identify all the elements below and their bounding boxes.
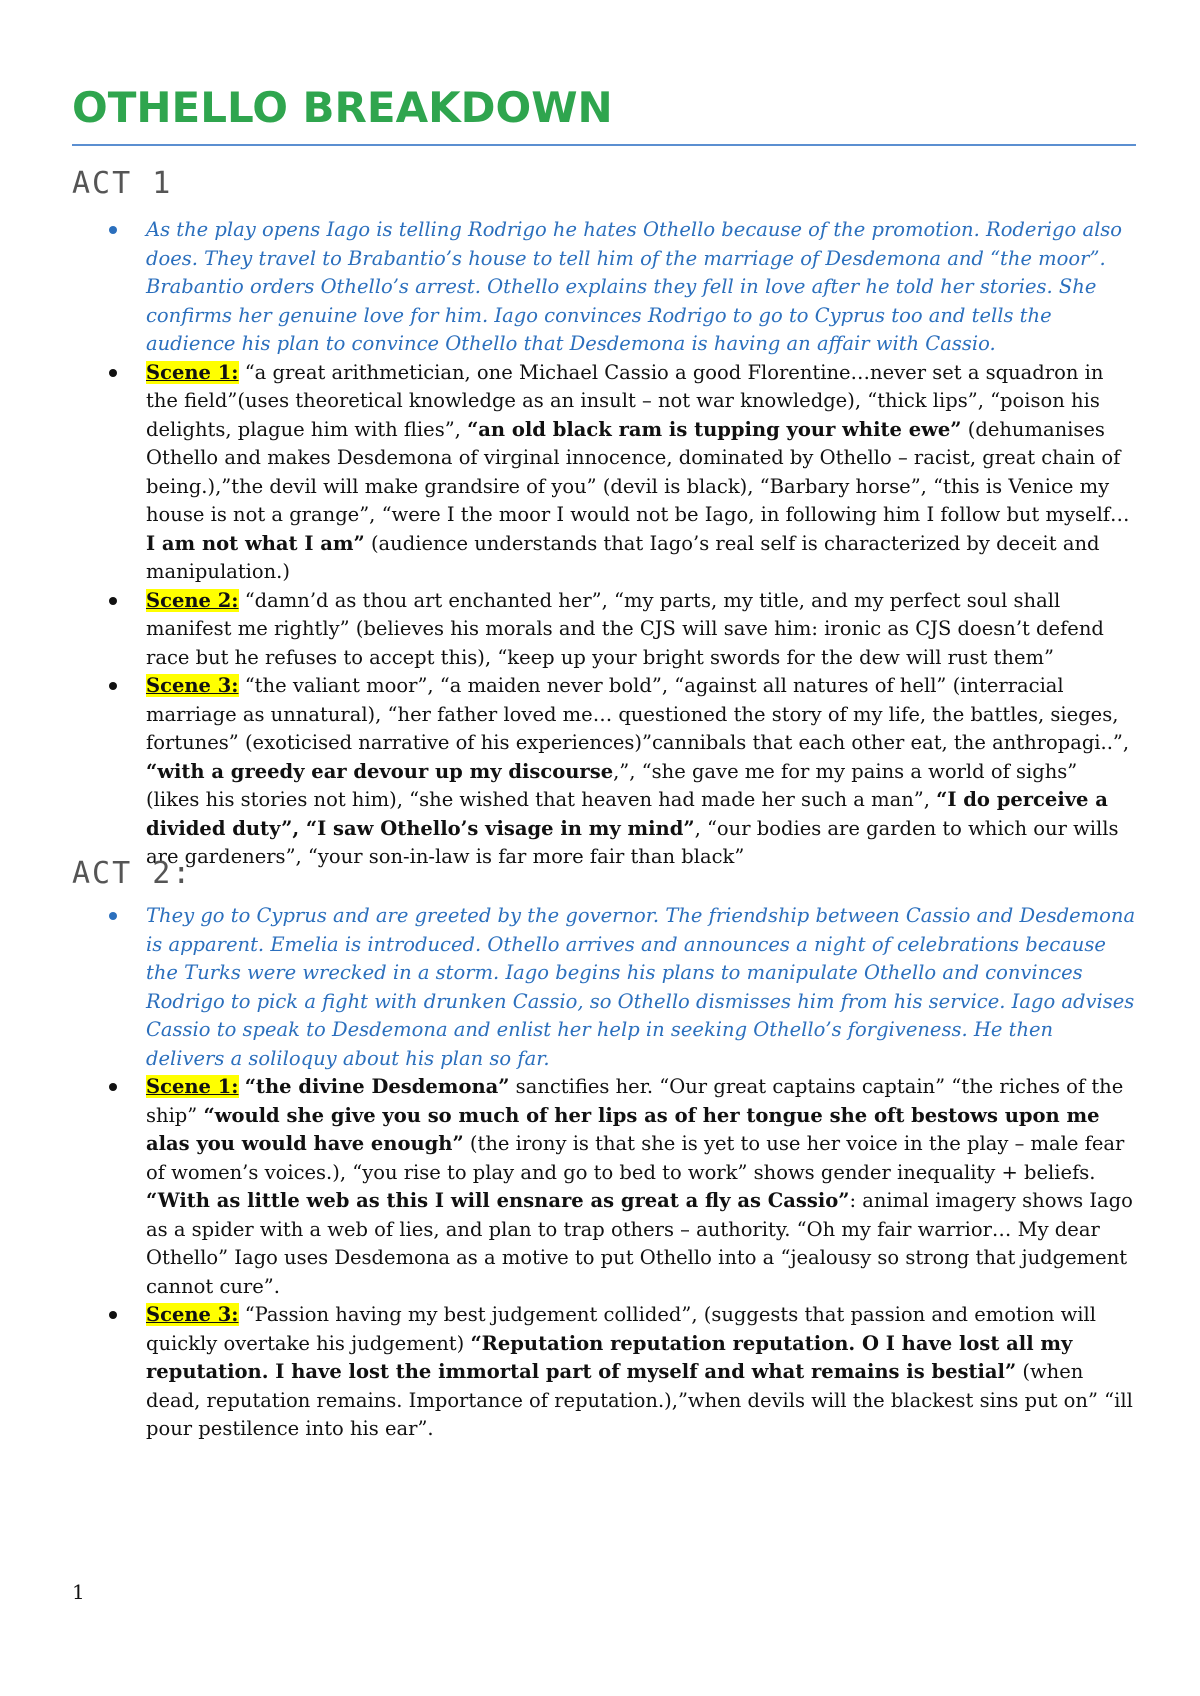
summary-text: As the play opens Iago is telling Rodrigo he hates Othello because of the promotion. Roderigo also does. They travel to Brabantio’s house to tell him of the marriage of Desdemona and “the moor”. Brabantio orders Othello’s arrest. Othello explains they fell in love after he told her stories. She confirms her genuine love for him. Iago convinces Rodrigo to go to Cyprus too and tells the audience his plan to convince Othello that Desdemona is having an affair with Cassio.	[146, 218, 1123, 355]
act-1-scene-1	[72, 359, 1136, 587]
scene-text: (when dead, reputation remains. Importance of reputation.),”when devils will the blackest sins put on” “ill pour pestilence into his ear”.	[146, 1360, 1133, 1440]
act-1-list	[72, 216, 1136, 872]
scene-label: Scene 1:	[146, 1075, 239, 1098]
scene-text: (dehumanises Othello and makes Desdemona of virginal innocence, dominated by Othello – racist, great chain of being.),”the devil will make grandsire of you” (devil is black), “Barbary horse”, “this is Venice my house is not a grange”, “were I the moor I would not be Iago, in following him I follow but myself…	[146, 417, 1130, 526]
quote-bold: I am not what I am”	[146, 531, 365, 555]
bullet-icon	[109, 226, 117, 234]
act-1-scene-2	[72, 587, 1136, 673]
bullet-icon	[109, 682, 117, 690]
quote-bold: “Reputation reputation reputation. O I have lost all my reputation. I have lost the immortal part of myself and what remains is bestial”	[146, 1331, 1073, 1383]
act-1-heading: ACT 1	[72, 166, 173, 201]
act-2-list	[72, 902, 1136, 1444]
act-2-scene-1	[72, 1073, 1136, 1301]
scene-text: : animal imagery shows Iago as a spider with a web of lies, and plan to trap others – authority. “Oh my fair warrior… My dear Othello” Iago uses Desdemona as a motive to put Othello into a “jealousy so strong that judgement cannot cure”.	[146, 1189, 1133, 1298]
quote-bold: “an old black ram is tupping your white ewe”	[467, 417, 962, 441]
scene-text: “Passion having my best judgement collided”, (suggests that passion and emotion will quickly overtake his judgement)	[146, 1303, 1096, 1355]
quote-bold: “With as little web as this I will ensnare as great a fly as Cassio”	[146, 1189, 850, 1212]
scene-text: ,”, “she gave me for my pains a world of sighs” (likes his stories not him), “she wished that heaven had made her such a man”,	[146, 759, 1078, 811]
page-number: 1	[72, 1580, 85, 1604]
page-title: OTHELLO BREAKDOWN	[72, 83, 613, 132]
scene-text: (the irony is that she is yet to use her voice in the play – male fear of women’s voices.), “you rise to play and go to bed to work” shows gender inequality + beliefs.	[146, 1132, 1125, 1184]
quote-bold: “I do perceive a divided duty”, “I saw Othello’s visage in my mind”	[146, 788, 1108, 840]
scene-text: (audience understands that Iago’s real self is characterized by deceit and manipulation.)	[146, 531, 1100, 583]
summary-text: They go to Cyprus and are greeted by the governor. The friendship between Cassio and Desdemona is apparent. Emelia is introduced. Othello arrives and announces a night of celebrations because the Turks were wrecked in a storm. Iago begins his plans to manipulate Othello and convinces Rodrigo to pick a fight with drunken Cassio, so Othello dismisses him from his service. Iago advises Cassio to speak to Desdemona and enlist her help in seeking Othello’s forgiveness. He then delivers a soliloquy about his plan so far.	[146, 904, 1136, 1070]
act-1-scene-3	[72, 672, 1136, 872]
bullet-icon	[109, 912, 117, 920]
bullet-icon	[109, 369, 117, 377]
quote-bold: “the divine Desdemona”	[244, 1075, 510, 1098]
scene-text: sanctifies her. “Our great captains captain” “the riches of the ship”	[146, 1075, 1124, 1127]
scene-text: “the valiant moor”, “a maiden never bold”, “against all natures of hell” (interracial marriage as unnatural), “her father loved me… questioned the story of my life, the battles, sieges, fortunes” (exoticised narrative of his experiences)”cannibals that each other eat, the anthropagi..”,	[146, 674, 1130, 754]
scene-text: “a great arithmetician, one Michael Cassio a good Florentine…never set a squadron in the field”(uses theoretical knowledge as an insult – not war knowledge), “thick lips”, “poison his delights, plague him with flies”,	[146, 360, 1104, 441]
scene-label: Scene 3:	[146, 1303, 239, 1326]
quote-bold: “with a greedy ear devour up my discourse	[146, 759, 614, 783]
scene-text: , “our bodies are garden to which our wills are gardeners”, “your son-in-law is far more fair than black”	[146, 816, 1119, 868]
bullet-icon	[109, 1083, 117, 1091]
scene-text: “damn’d as thou art enchanted her”, “my parts, my title, and my perfect soul shall manifest me rightly” (believes his morals and the CJS will save him: ironic as CJS doesn’t defend race but he refuses to accept this), “keep up your bright swords for the dew will rust them”	[146, 588, 1104, 669]
scene-label: Scene 3:	[146, 674, 239, 697]
act-1-summary	[72, 216, 1136, 359]
act-2-heading: ACT 2:	[72, 856, 193, 891]
act-2-summary	[72, 902, 1136, 1073]
act-2-scene-3	[72, 1301, 1136, 1444]
scene-label: Scene 1:	[146, 360, 239, 384]
bullet-icon	[109, 597, 117, 605]
scene-label: Scene 2:	[146, 588, 239, 612]
title-divider	[72, 144, 1136, 146]
quote-bold: “would she give you so much of her lips as of her tongue she oft bestows upon me alas you would have enough”	[146, 1103, 1100, 1155]
bullet-icon	[109, 1311, 117, 1319]
